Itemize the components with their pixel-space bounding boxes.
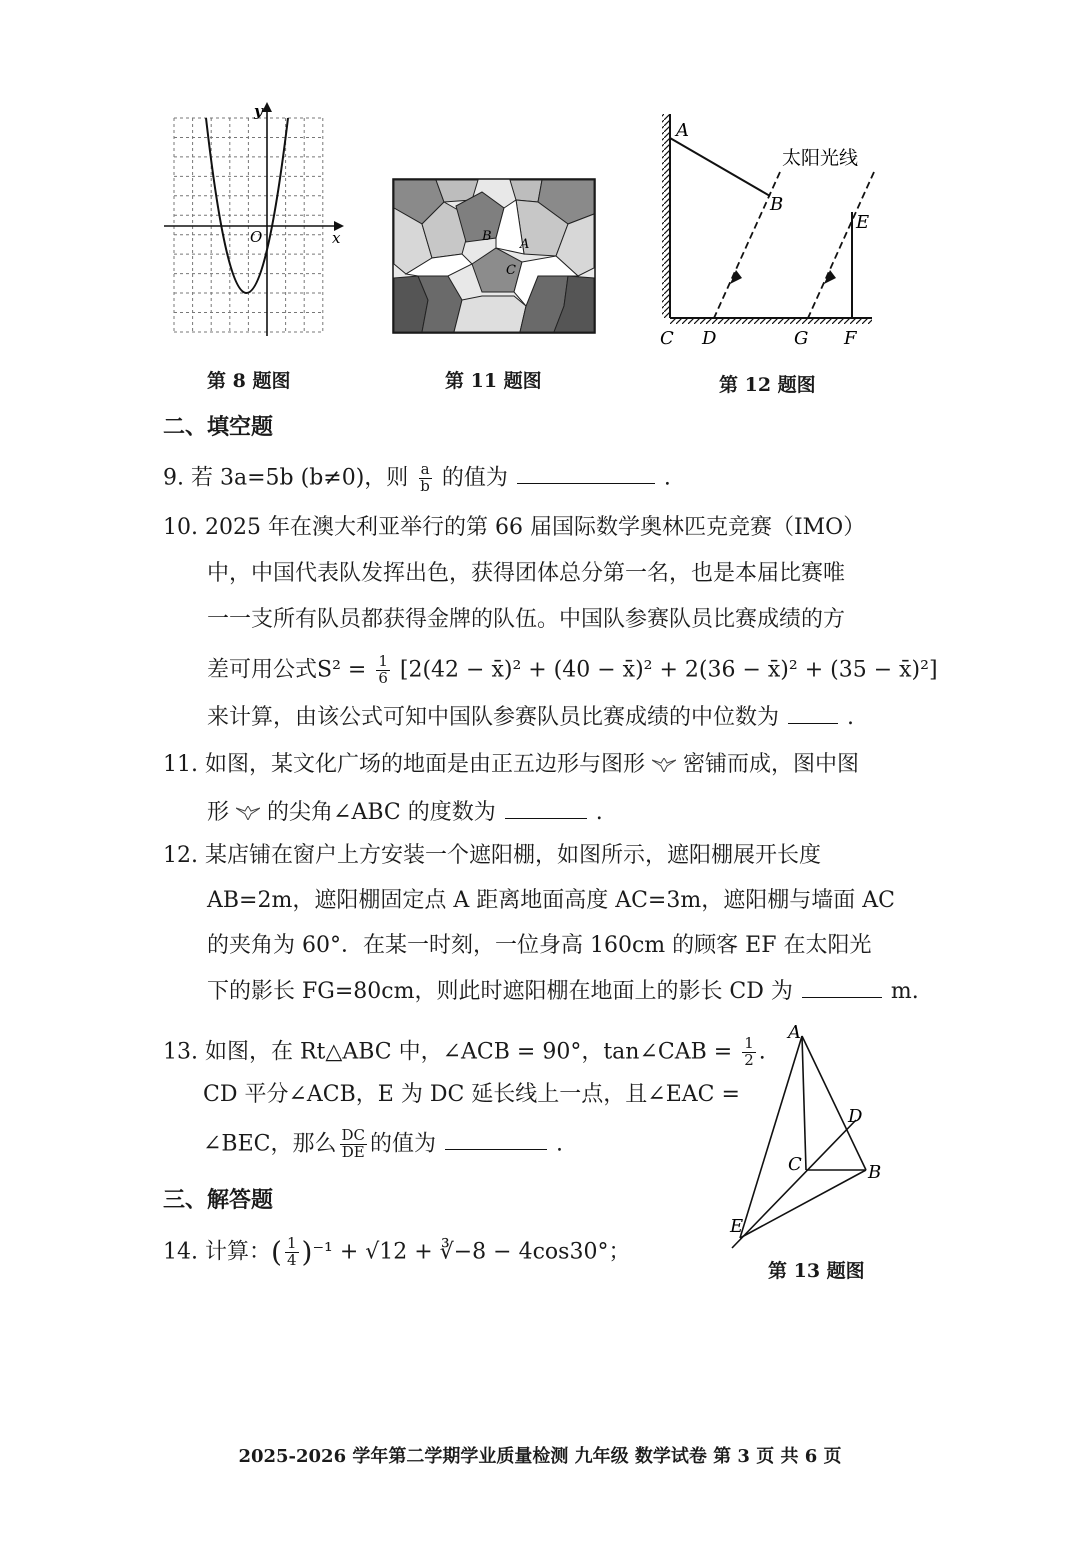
question-11-line-2: 形 的尖角∠ABC 的度数为 . bbox=[207, 800, 603, 825]
q12-number: 12. bbox=[163, 843, 198, 868]
point-f-label: F bbox=[844, 328, 857, 349]
q9-answer-blank[interactable] bbox=[517, 482, 655, 484]
tri-point-a-label: A bbox=[788, 1022, 801, 1043]
figure-12-awning bbox=[652, 108, 892, 358]
figure-8-caption: 第 8 题图 bbox=[207, 370, 291, 392]
q13-answer-blank[interactable] bbox=[445, 1148, 547, 1150]
page-footer: 2025-2026 学年第二学期学业质量检测 九年级 数学试卷 第 3 页 共 6 页 bbox=[238, 1446, 842, 1467]
section-solve-title: 三、解答题 bbox=[163, 1187, 274, 1213]
q14-inner-fraction: $\frac{1}{4}$ bbox=[286, 1234, 297, 1269]
figure-11-caption: 第 11 题图 bbox=[445, 370, 542, 392]
q13-text-1: 如图，在 Rt△ABC 中，∠ACB = 90°，tan∠CAB = bbox=[205, 1039, 733, 1065]
question-12-line-1 bbox=[163, 845, 821, 867]
q13-number: 13. bbox=[163, 1039, 198, 1065]
point-e-label: E bbox=[856, 212, 870, 233]
question-13-line-2: CD 平分∠ACB，E 为 DC 延长线上一点，且∠EAC = bbox=[203, 1082, 740, 1107]
tiling-label-a: A bbox=[520, 237, 530, 252]
q10-answer-blank[interactable] bbox=[788, 722, 838, 724]
q10-formula-post: [2(42 − x̄)² + (40 − x̄)² + 2(36 − x̄)² + (35 − x̄)²] bbox=[399, 657, 938, 683]
q11-text-2a: 形 bbox=[207, 800, 230, 825]
tri-point-d-label: D bbox=[848, 1106, 863, 1127]
q14-expression: ⁻¹ + √12 + ∛−8 − 4cos30°； bbox=[312, 1239, 631, 1265]
star-shape-icon bbox=[236, 806, 260, 820]
question-14: 14. 计算：( $\frac{1}{4}$ )⁻¹ + √12 + ∛−8 − 4cos30°； bbox=[163, 1234, 631, 1269]
question-10-line-2: 中，中国代表队发挥出色，获得团体总分第一名，也是本届比赛唯 bbox=[207, 561, 846, 586]
q11-text-2b: 的尖角∠ABC 的度数为 bbox=[267, 800, 496, 825]
point-d-label: D bbox=[702, 328, 717, 349]
q12-text-1: 某店铺在窗户上方安装一个遮阳棚，如图所示，遮阳棚展开长度 bbox=[205, 843, 822, 868]
point-a-label: A bbox=[676, 120, 689, 141]
q10-number: 10. bbox=[163, 515, 198, 540]
section-fill-title: 二、填空题 bbox=[163, 414, 274, 440]
q13-text-3: ∠BEC，那么 bbox=[203, 1131, 337, 1157]
q14-label: 计算： bbox=[205, 1239, 272, 1265]
figure-13-caption: 第 13 题图 bbox=[768, 1260, 865, 1282]
q11-text-1: 如图，某文化广场的地面是由正五边形与图形 bbox=[205, 752, 646, 777]
q10-formula-pre: 差可用公式S² = bbox=[207, 657, 367, 683]
q9-fraction: $\frac{a}{b}$ bbox=[420, 460, 430, 495]
point-g-label: G bbox=[794, 328, 809, 349]
origin-label: O bbox=[250, 228, 263, 246]
tri-point-c-label: C bbox=[788, 1154, 802, 1175]
question-12-line-2: AB=2m，遮阳棚固定点 A 距离地面高度 AC=3m，遮阳棚与墙面 AC bbox=[207, 888, 895, 913]
q10-text-5: 来计算，由该公式可知中国队参赛队员比赛成绩的中位数为 bbox=[207, 705, 780, 730]
question-12-line-3: 的夹角为 60°．在某一时刻，一位身高 160cm 的顾客 EF 在太阳光 bbox=[207, 933, 872, 958]
question-10-line-1 bbox=[163, 517, 865, 539]
q10-formula-fraction: $\frac{1}{6}$ bbox=[378, 652, 388, 687]
q11-answer-blank[interactable] bbox=[505, 817, 587, 819]
figure-8-parabola bbox=[160, 98, 350, 343]
q10-text-1: 2025 年在澳大利亚举行的第 66 届国际数学奥林匹克竞赛（IMO） bbox=[205, 515, 866, 540]
q13-ratio-fraction: $\frac{DC}{DE}$ bbox=[341, 1126, 366, 1161]
star-shape-icon bbox=[652, 758, 676, 772]
question-11-line-1 bbox=[163, 754, 859, 776]
point-c-label: C bbox=[660, 328, 674, 349]
q11-text-1b: 密铺而成，图中图 bbox=[683, 752, 860, 777]
point-b-label: B bbox=[770, 194, 784, 215]
sunlight-label: 太阳光线 bbox=[782, 147, 859, 169]
figure-11-tiling bbox=[392, 178, 596, 334]
tiling-label-b: B bbox=[482, 229, 492, 244]
tri-point-b-label: B bbox=[868, 1162, 882, 1183]
tiling-label-c: C bbox=[506, 263, 516, 278]
q12-text-4: 下的影长 FG=80cm，则此时遮阳棚在地面上的影长 CD 为 bbox=[207, 979, 793, 1004]
q9-number: 9. bbox=[163, 465, 184, 491]
question-9: 9. 若 3a=5b (b≠0)，则 $\frac{a}{b}$ 的值为 . bbox=[163, 460, 671, 495]
question-12-line-4: 下的影长 FG=80cm，则此时遮阳棚在地面上的影长 CD 为 m. bbox=[207, 979, 919, 1004]
tri-point-e-label: E bbox=[730, 1216, 744, 1237]
question-10-line-5: 来计算，由该公式可知中国队参赛队员比赛成绩的中位数为 . bbox=[207, 705, 855, 730]
q14-number: 14. bbox=[163, 1239, 198, 1265]
q11-number: 11. bbox=[163, 752, 198, 777]
question-10-line-4 bbox=[207, 654, 938, 687]
q9-text: 若 3a=5b (b≠0)，则 bbox=[191, 465, 409, 491]
question-13-line-3: ∠BEC，那么 $\frac{DC}{DE}$ 的值为 . bbox=[203, 1126, 564, 1161]
y-axis-label: y bbox=[254, 102, 263, 120]
q12-answer-blank[interactable] bbox=[802, 996, 882, 998]
figure-12-caption: 第 12 题图 bbox=[719, 374, 816, 396]
q13-tan-fraction: $\frac{1}{2}$ bbox=[744, 1034, 754, 1069]
x-axis-label: x bbox=[332, 229, 341, 247]
q9-text-post: 的值为 bbox=[441, 465, 508, 491]
question-13-line-1: 13. 如图，在 Rt△ABC 中，∠ACB = 90°，tan∠CAB = $\frac{1}{2}$ . bbox=[163, 1034, 766, 1069]
question-10-line-3: 一一支所有队员都获得金牌的队伍。中国队参赛队员比赛成绩的方 bbox=[207, 607, 846, 632]
